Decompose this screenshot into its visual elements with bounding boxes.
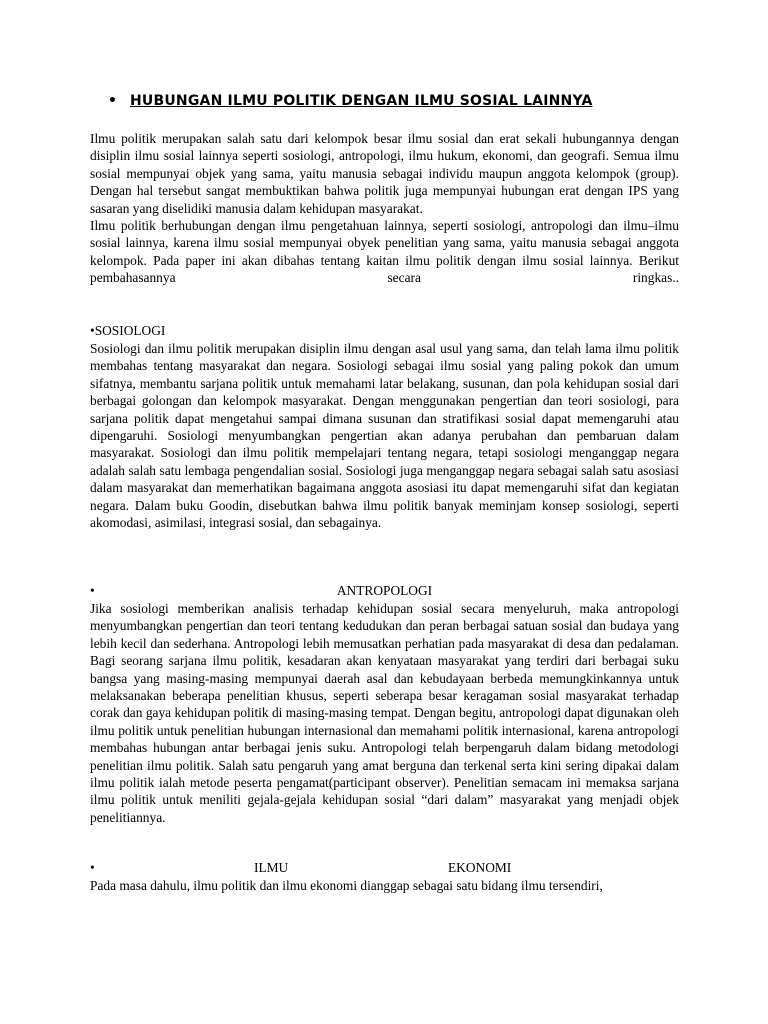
sosiologi-paragraph: Sosiologi dan ilmu politik merupakan disiplin ilmu dengan asal usul yang sama, dan telah lama ilmu politik membahas tentang masyarakat dan negara. Sosiologi sebagai ilmu sosial yang paling pokok dan umum sifatnya, membantu sarjana politik untuk memahami latar belakang, susunan, dan pola kehidupan sosial dari berbagai golongan dan kelompok masyarakat. Dengan menggunakan pengertian dan teori sosiologi, para sarjana politik dapat mengetahui sampai dimana susunan dan stratifikasi sosial dapat memengaruhi atau dipengaruhi. Sosiologi menyumbangkan pengertian akan adanya perubahan dan pembaruan dalam masyarakat. Sosiologi dan ilmu politik mempelajari tentang negara, tetapi sosiologi menganggap negara adalah salah satu lembaga pengendalian sosial. Sosiologi juga menganggap negara sebagai salah satu asosiasi dalam masyarakat dan memerhatikan bagaimana anggota asosiasi itu dapat memengaruhi sifat dan kegiatan negara. Dalam buku Goodin, disebutkan bahwa ilmu politik banyak meminjam konsep sosiologi, seperti akomodasi, asimilasi, integrasi sosial, dan sebagainya. [90,341,679,531]
heading-bullet: • [108,93,118,109]
antropologi-heading [90,582,679,599]
ekonomi-bullet: • [90,860,95,875]
intro-paragraph-2: Ilmu politik berhubungan dengan ilmu pengetahuan lainnya, seperti sosiologi, antropologi dan ilmu–ilmu sosial lainnya, karena ilmu sosial mempunyai obyek penelitian yang sama, yaitu manusia sebagai anggota kelompok. Pada paper ini akan dibahas tentang kaitan ilmu politik dengan ilmu sosial lainnya. Berikut pembahasannya secara ringkas.. [90,218,679,286]
sosiologi-heading-text: •SOSIOLOGI [90,323,166,338]
intro-section [90,130,679,287]
intro-paragraph-1: Ilmu politik merupakan salah satu dari kelompok besar ilmu sosial dan erat sekali hubungannya dengan disiplin ilmu sosial lainnya seperti sosiologi, antropologi, ilmu hukum, ekonomi, dan geografi. Semua ilmu sosial mempunyai objek yang sama, yaitu manusia sebagai individu maupun anggota kelompok (group). Dengan hal tersebut sangat membuktikan bahwa politik juga mempunyai hubungan erat dengan IPS yang sasaran yang diselidiki manusia dalam kehidupan masyarakat. [90,131,679,216]
sosiologi-heading [90,322,679,339]
ekonomi-heading-word-1: ILMU [254,860,289,875]
sosiologi-section [90,340,679,531]
antropologi-bullet: • [90,583,95,598]
ekonomi-paragraph: Pada masa dahulu, ilmu politik dan ilmu ekonomi dianggap sebagai satu bidang ilmu tersendiri, [90,878,603,893]
antropologi-section [90,600,679,826]
main-heading [108,93,708,109]
antropologi-heading-text: ANTROPOLOGI [336,583,433,598]
antropologi-paragraph: Jika sosiologi memberikan analisis terhadap kehidupan sosial secara menyeluruh, maka antropologi menyumbangkan pengertian dan teori tentang kedudukan dan peran berbagai satuan sosial dan budaya yang lebih kecil dan sederhana. Antropologi lebih memusatkan perhatian pada masyarakat di desa dan pedalaman. Bagi seorang sarjana ilmu politik, kesadaran akan kenyataan masyarakat yang terdiri dari berbagai suku bangsa yang masing-masing mempunyai daerah asal dan kebudayaan berbeda memungkinkannya untuk melaksanakan beberapa penelitian khusus, seperti seberapa besar keragaman sosial masyarakat terhadap corak dan gaya kehidupan politik di masing-masing tempat. Dengan begitu, antropologi dapat digunakan oleh ilmu politik untuk penelitian hubungan internasional dan memahami politik internasional, karena antropologi membahas hubungan antar berbagai jenis suku. Antropologi telah berpengaruh dalam bidang metodologi penelitian ilmu politik. Salah satu pengaruh yang amat berguna dan terkenal serta kini sering dipakai dalam ilmu politik ialah metode peserta pengamat(participant observer). Penelitian semacam ini memaksa sarjana ilmu politik untuk meniliti gejala-gejala kehidupan sosial “dari dalam” masyarakat yang menjadi objek penelitiannya. [90,601,679,825]
ekonomi-heading [90,859,679,876]
ekonomi-heading-word-2: EKONOMI [448,860,512,875]
ekonomi-section [90,877,679,894]
heading-title: HUBUNGAN ILMU POLITIK DENGAN ILMU SOSIAL LAINNYA [130,93,593,109]
